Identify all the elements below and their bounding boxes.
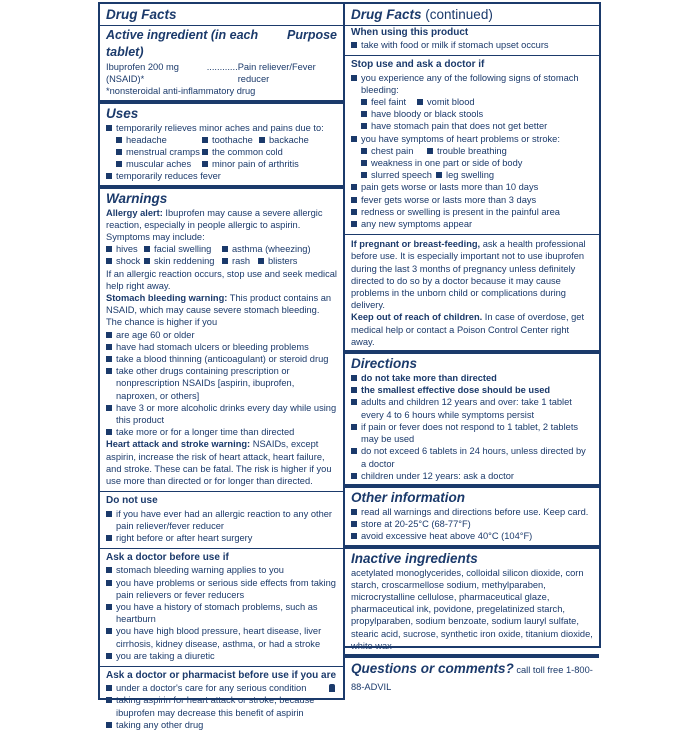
other-info-bullet: avoid excessive heat above 40°C (104°F) xyxy=(351,530,593,542)
stop-use-bullet: you experience any of the following signs of stomach bleeding: xyxy=(351,72,593,96)
directions-bold-bullet: the smallest effective dose should be used xyxy=(351,384,593,396)
uses-bullet: temporarily reduces fever xyxy=(106,170,337,182)
allergy-symptom: facial swelling xyxy=(144,243,222,255)
stop-use-bullet: fever gets worse or lasts more than 3 days xyxy=(351,194,593,206)
stop-use-bullet: any new symptoms appear xyxy=(351,218,593,230)
directions-bullet: children under 12 years: ask a doctor xyxy=(351,470,593,482)
heart-signs-grid xyxy=(351,169,593,181)
ask-doctor-bullet: you have a history of stomach problems, such as heartburn xyxy=(106,601,337,625)
when-using-bullet: take with food or milk if stomach upset occurs xyxy=(351,39,593,51)
heart-sign: leg swelling xyxy=(436,169,536,181)
bleeding-sign: have stomach pain that does not get better xyxy=(361,120,593,132)
uses-bullet: temporarily relieves minor aches and pains due to: xyxy=(106,122,337,134)
ask-pharmacist-bullet: taking any other drug xyxy=(106,719,337,731)
drug-facts-title: Drug Facts xyxy=(106,7,177,22)
allergy-symptom: asthma (wheezing) xyxy=(222,243,332,255)
other-information-heading: Other information xyxy=(351,489,465,505)
pregnancy-warning: If pregnant or breast-feeding, ask a health professional before use. It is especially important not to use ibuprofen during the last 3 months of pregnancy unless definitely directed to do so by a doctor because it may cause problems in the unborn child or complications during delivery. xyxy=(351,239,586,311)
drug-facts-right-column xyxy=(343,2,601,692)
heart-sign: slurred speech xyxy=(361,169,436,181)
uses-grid-item: menstrual cramps xyxy=(116,146,202,158)
allergy-after: If an allergic reaction occurs, stop use and seek medical help right away. xyxy=(106,268,337,291)
heart-sign: trouble breathing xyxy=(427,145,537,157)
warnings-heading: Warnings xyxy=(106,190,168,206)
bleeding-signs-grid xyxy=(351,96,593,108)
allergy-symptoms-grid xyxy=(106,243,337,267)
purpose-heading: Purpose xyxy=(286,28,337,42)
questions-comments: Questions or comments? call toll free 1-800-88-ADVIL xyxy=(351,660,593,692)
drug-facts-continued-title: Drug Facts (continued) xyxy=(351,7,493,22)
stomach-bullet: have 3 or more alcoholic drinks every day while using this product xyxy=(106,402,337,426)
do-not-use-bullet: right before or after heart surgery xyxy=(106,532,337,544)
ingredient-name: Ibuprofen 200 mg (NSAID)* xyxy=(106,62,179,85)
ask-doctor-bullet: you have high blood pressure, heart disease, liver cirrhosis, kidney disease, asthma, or had a stroke xyxy=(106,625,337,649)
stomach-bullet: take a blood thinning (anticoagulant) or steroid drug xyxy=(106,353,337,365)
stomach-bullet: take more or for a longer time than directed xyxy=(106,426,337,438)
stomach-bullet: take other drugs containing prescription or nonprescription NSAIDs [aspirin, ibuprofen, naproxen, or others] xyxy=(106,365,337,402)
nsaid-footnote: *nonsteroidal anti-inflammatory drug xyxy=(106,86,256,97)
stomach-bullet: are age 60 or older xyxy=(106,329,337,341)
stop-use-bullet: you have symptoms of heart problems or stroke: xyxy=(351,133,593,145)
uses-grid-item: toothache xyxy=(202,134,259,146)
heart-sign: chest pain xyxy=(361,145,427,157)
stomach-bullet: have had stomach ulcers or bleeding problems xyxy=(106,341,337,353)
ask-doctor-bullet: stomach bleeding warning applies to you xyxy=(106,564,337,576)
inactive-ingredients-text: acetylated monoglycerides, colloidal silicon dioxide, corn starch, croscarmellose sodium, methylparaben, microcrystalline cellulose, pharmaceutical glaze, pharmaceutical ink, povidone, pregelatinized starch, propylparaben, sodium benzoate, sodium lauryl sulfate, stearic acid, sucrose, synthetic iron oxide, titanium dioxide, white wax xyxy=(351,567,593,651)
uses-grid-item: muscular aches xyxy=(116,158,202,170)
allergy-symptom: rash xyxy=(222,255,258,267)
allergy-symptom: skin reddening xyxy=(144,255,222,267)
drug-facts-left-column xyxy=(98,2,345,730)
active-ingredient-row xyxy=(106,61,337,85)
directions-bullet: do not exceed 6 tablets in 24 hours, unless directed by a doctor xyxy=(351,445,593,469)
directions-bold-bullet: do not take more than directed xyxy=(351,372,593,384)
ask-pharmacist-bullet: taking aspirin for heart attack or stroke, because ibuprofen may decrease this benefit of aspirin xyxy=(106,694,337,718)
stop-use-bullet: pain gets worse or lasts more than 10 days xyxy=(351,181,593,193)
ingredient-dots: ............ xyxy=(206,62,238,72)
bleeding-sign: vomit blood xyxy=(417,96,517,108)
stomach-bleeding-warning: Stomach bleeding warning: This product contains an NSAID, which may cause severe stomach bleeding. The chance is higher if you xyxy=(106,293,332,328)
heart-attack-warning: Heart attack and stroke warning: NSAIDs, except aspirin, increase the risk of heart attack, heart failure, and stroke. These can be fatal. The risk is higher if you use more than directed or for longer than directed. xyxy=(106,439,332,487)
inactive-ingredients-heading: Inactive ingredients xyxy=(351,550,478,566)
heart-sign: weakness in one part or side of body xyxy=(361,157,593,169)
when-using-heading: When using this product xyxy=(351,27,469,38)
allergy-symptom: shock xyxy=(106,255,144,267)
ask-doctor-heading: Ask a doctor before use if xyxy=(106,552,229,564)
ask-doctor-bullet: you are taking a diuretic xyxy=(106,650,337,662)
uses-grid-item: backache xyxy=(259,134,329,146)
uses-grid xyxy=(106,134,337,171)
other-info-bullet: store at 20-25°C (68-77°F) xyxy=(351,518,593,530)
directions-bullet: if pain or fever does not respond to 1 tablet, 2 tablets may be used xyxy=(351,421,593,445)
stop-use-heading: Stop use and ask a doctor if xyxy=(351,59,485,71)
ask-pharmacist-bullet: under a doctor's care for any serious condition xyxy=(106,682,337,694)
allergy-symptom: hives xyxy=(106,243,144,255)
uses-grid-item: headache xyxy=(116,134,202,146)
active-ingredient-heading: Active ingredient (in each tablet) xyxy=(106,28,259,59)
allergy-alert: Allergy alert: Ibuprofen may cause a severe allergic reaction, especially in people allergic to aspirin. Symptoms may include: xyxy=(106,207,323,243)
do-not-use-bullet: if you have ever had an allergic reaction to any other pain reliever/fever reducer xyxy=(106,508,337,532)
continue-arrow-icon xyxy=(329,684,335,692)
uses-grid-item: minor pain of arthritis xyxy=(202,158,329,170)
allergy-symptom: blisters xyxy=(258,255,318,267)
uses-grid-item: the common cold xyxy=(202,146,329,158)
uses-heading: Uses xyxy=(106,105,139,121)
bleeding-sign: have bloody or black stools xyxy=(361,108,593,120)
ask-doctor-bullet: you have problems or serious side effects from taking pain relievers or fever reducers xyxy=(106,577,337,601)
directions-bullet: adults and children 12 years and over: take 1 tablet every 4 to 6 hours while symptoms persist xyxy=(351,396,593,420)
other-info-bullet: read all warnings and directions before use. Keep card. xyxy=(351,506,593,518)
directions-heading: Directions xyxy=(351,356,418,372)
ingredient-purpose: Pain reliever/Fever reducer xyxy=(237,62,316,85)
ask-pharmacist-heading: Ask a doctor or pharmacist before use if you are xyxy=(106,669,337,681)
bleeding-sign: feel faint xyxy=(361,96,417,108)
heart-signs-grid xyxy=(351,145,593,157)
keep-out-of-reach: Keep out of reach of children. In case of overdose, get medical help or contact a Poison Control Center right away. xyxy=(351,312,585,347)
do-not-use-heading: Do not use xyxy=(106,495,158,507)
stop-use-bullet: redness or swelling is present in the painful area xyxy=(351,206,593,218)
